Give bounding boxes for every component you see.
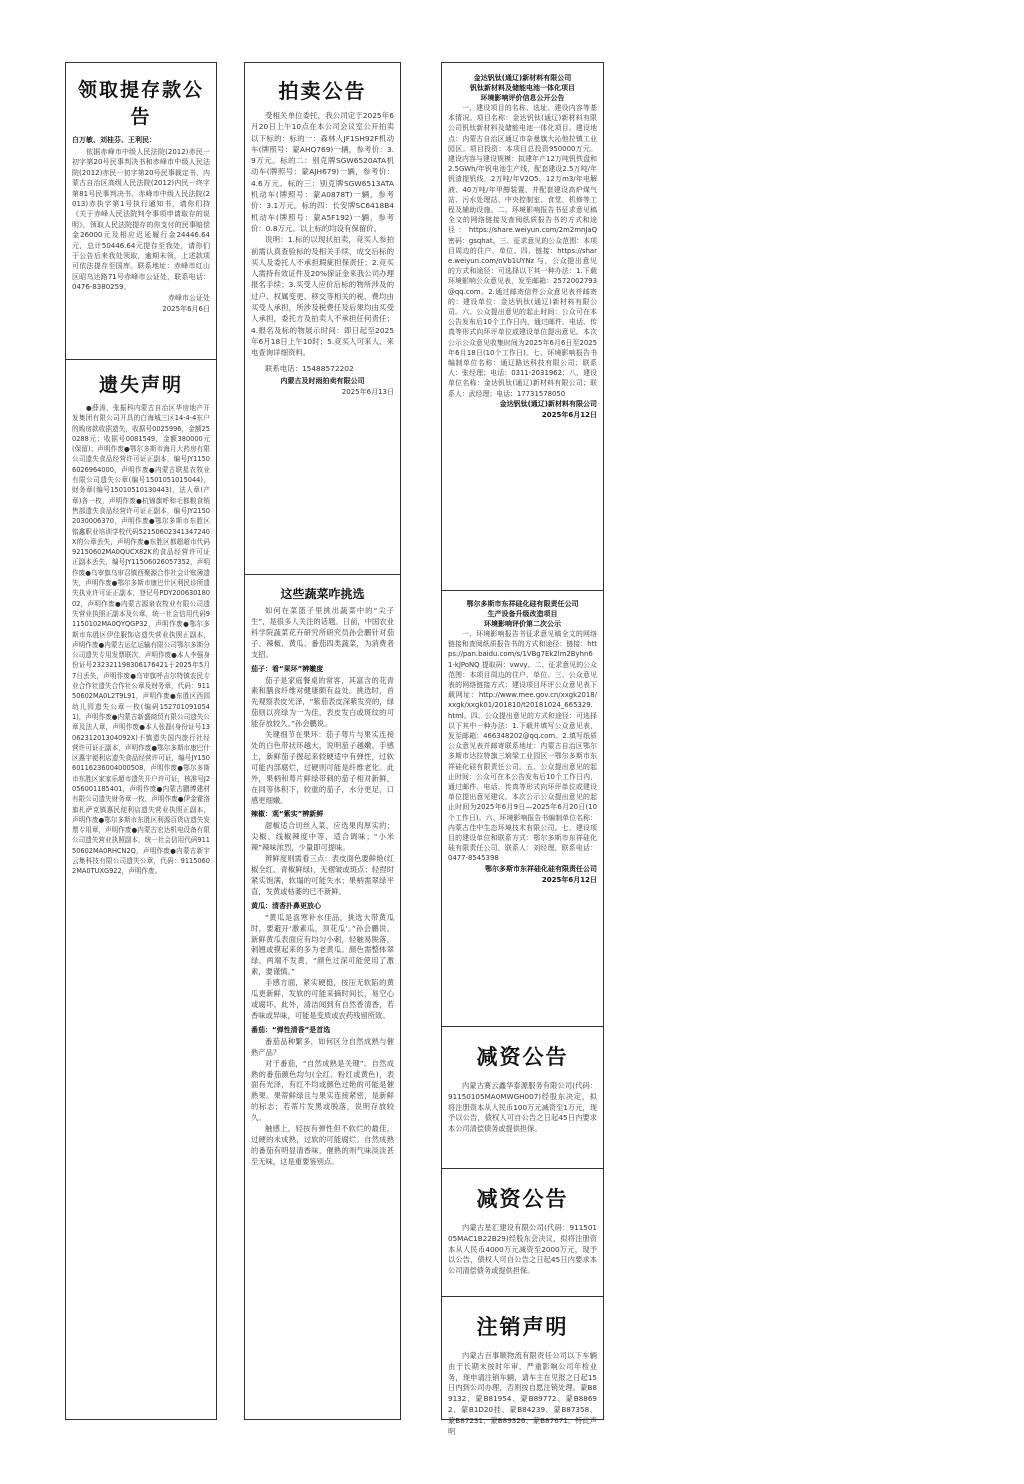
notice-title: 领取提存款公告 <box>77 79 204 128</box>
notice-auction <box>245 63 400 575</box>
notice-contact: 联系电话：15488572202 <box>265 363 354 373</box>
article-title: 这些蔬菜咋挑选 <box>280 587 365 601</box>
notice-signature <box>251 376 394 398</box>
section-body: 触感上，轻按有弹性但不软烂的最佳，过硬的未成熟，过软的可能腐烂。自然成熟的番茄有明显清香味，催熟的则气味淡淡甚至无味，这是重要鉴别点。 <box>251 1124 394 1166</box>
notice-lost-statement <box>66 360 216 1419</box>
sign-date: 2025年6月13日 <box>341 387 394 396</box>
notice-eia-jinda <box>442 63 603 591</box>
heading-line: 环境影响评价信息公开公告 <box>480 94 565 102</box>
heading-line: 钒钛新材料及储能电池一体化项目 <box>470 84 575 92</box>
notice-heading <box>448 73 597 103</box>
notice-body: 内蒙古百事顺物流有限责任公司以下车辆由于长期未按时年审，严重影响公司年检业务，现申请注销车辆，请车主在见报之日起15日内到公司办理，否则按自愿注销处理。蒙B89132、蒙B81954、蒙B89772、蒙B88692、蒙B1D20挂、蒙B84239、蒙B87358、蒙B87231、蒙B89326、蒙B87671。特此声明 <box>448 1351 597 1436</box>
section-body: 番茄品种繁多，如何区分自然成熟与催熟产品？ <box>251 1036 394 1057</box>
sign-org: 鄂尔多斯市东祥硅化硅有限责任公司 <box>485 864 597 873</box>
column-right <box>441 62 604 1436</box>
notice-eia-dongxiang <box>442 591 603 1027</box>
notice-addressee: 白万敏、刘桂芬、王利民： <box>72 136 156 144</box>
section-body: “黄瓜是喜寒补水佳品，挑选大带黄瓜时，要避开‘激素瓜，顶花瓜’。”孙会鹏说，新鲜黄瓜表面应有均匀小刺，轻触易脱落，刺翘或摸起来的多为老黄瓜。颜色需整体翠绿，两端不发黄，“颜色过深可能使用了激素，要谨慎。” <box>251 912 394 977</box>
notice-title: 注销声明 <box>476 1315 569 1339</box>
column-middle <box>244 62 401 1420</box>
section-heading-eggplant: 茄子：看“果环”辨嫩度 <box>251 664 324 673</box>
heading-line: 金达钒钛(通辽)新材料有限公司 <box>473 74 572 82</box>
notice-title: 拍卖公告 <box>278 79 367 103</box>
notice-body: 依据赤峰市中级人民法院(2012)赤民一初字第20号民事判决书和赤峰市中级人民法院(2012)赤民一初字第20号民事裁定书，内蒙古自治区高级人民法院(2012)内民一终字第81号民事判决书、赤峰市中级人民法院(2013)赤执字第1号执行通知书，请你们持《关于赤峰人民法院判令事项申请取存的说明》，领取人民法院提存的你支付的民事赔偿金26000元及相应迟延履行金24446.64元，总计50446.64元提存至我处，请你们于公告后来我处领取，逾期未领，上述款项可依法提存至国库。联系地址：赤峰市红山区昭乌达路71号赤峰市公证处，联系电话：0476-8380259。 <box>72 148 210 292</box>
section-body: 手感方面，紧实硬挺，按压无软陷的黄瓜更新鲜，发软的可能采摘时间长，易空心或腐坏。此外，清洁闻到有自然香清香，若香味或异味，可能是变质或农药残留所致。 <box>251 978 394 1020</box>
sign-date: 2025年6月12日 <box>541 875 597 884</box>
notice-body: 内蒙古赛云鑫华泰源服务有限公司(代码：91150105MA0MWGH007)经股东决定，拟将注册资本从人民币100万元减资至1万元，现予以公告，债权人可自公告之日起45日内要求本公司清偿债务或提供担保。 <box>448 1081 597 1134</box>
sign-org: 赤峰市公证处 <box>168 293 210 302</box>
section-heading-cucumber: 黄瓜：清香扑鼻更放心 <box>251 901 321 910</box>
notice-capital-reduction-1 <box>442 1027 603 1169</box>
sign-date: 2025年6月6日 <box>162 304 210 313</box>
notice-signature <box>72 293 210 315</box>
notice-body: ●薛涛，张振科内蒙古自治区华房地产开发集团有限公司开具的白海城三区14-4-4东户的购房款收据遗失，收据号0025996，金额250288元；收据号0081549，金额380000元(保留)；声明作废●鄂尔多斯市海月大药房有限公司遗失食品经营许可证正副本，编号JY11506026964000，声明作废●内蒙古联星农牧业有限公司遗失公章(编号1501051015044)，财务章(编号15010510130443)，法人章(产章)各一枚，声明作废●杭锦旗呼和毛都粮食销售部遗失食品经营许可证正副本，编号JY21502030006370，声明作废●鄂尔多斯市东胜区铭鑫职业培训学校代码52150602341347240X的公章丢失，声明作废●东胜区都超超市代码92150602MA0QUCX82K的食品经营许可证正副本丢失，编号JY11506026057352，声明作废●乌审旗乌审召镇西聚源合作社会计账簿遗失，声明作废●鄂尔多斯市康巴什区利民诊所遗失执业许可证正副本，登记号PDY20063018002，声明作废●内蒙古源泉农牧业有限公司遗失营业执照正副本及公章，统一社会信用代码91150102MA0QYQGP32，声明作废●鄂尔多斯市东胜区伊佳服饰店遗失营业执照正副本，声明作废●内蒙古运亿运输有限公司鄂尔多斯分公司遗失专用发票联次，声明作废●本人李强身份证号232321198306176421于2025年5月7日丢失，声明作废●乌审旗呼吉尔特镇农民专业合作社遗失合作社公章及财务章，代码：91150602MA0L2T9L91，声明作废●东胜区西园幼儿园遗失公章一枚(编码1527010910541)，声明作废●内蒙古新盛商贸有限公司遗失公章及法人章，声明作废●本人张磊(身份证号1306231201304092X)不慎遗失国内旅行社经营许可证正副本，声明作废●鄂尔多斯市康巴什区惠宇便利店遗失食品经营许可证，编号JY15060116236004000508，声明作废●鄂尔多斯市东胜区家家乐超市遗失开户许可证，核准号J2056001185401，声明作废●内蒙古鹏博建材有限公司遗失财务章一枚，声明作废●伊金霍洛旗札萨克镇惠民便利店遗失营业执照正副本，声明作废●鄂尔多斯市东胜区利源百货店遗失发票专用章，声明作废●内蒙古宏达机电设备有限公司遗失营业执照副本，统一社会信用代码91150602MA0RHCN2Q，声明作废●内蒙古新宇云集科技有限公司遗失公章，代码：91150602MA0TUXG922，声明作废。 <box>72 404 211 876</box>
sign-org: 内蒙古及时雨拍卖有限公司 <box>280 376 365 385</box>
section-body: 辨鲜度则需看三点：表皮面色要鲜艳(红椒全红、青椒鲜绿)，无褶皱或斑点；轻捏时紧实饱满，软塌的可能失水；果柄需翠绿平直，发黄或枯萎的已不新鲜。 <box>251 854 394 896</box>
section-heading-tomato: 番茄：“弹性清香”是首选 <box>251 1025 331 1034</box>
notice-heading <box>448 599 597 629</box>
notice-capital-reduction-2 <box>442 1169 603 1297</box>
section-heading-pepper: 辣椒：观“紫实”辨新鲜 <box>251 810 324 819</box>
article-vegetables <box>245 575 400 1419</box>
notice-cancellation <box>442 1297 603 1436</box>
heading-line: 鄂尔多斯市东祥硅化硅有限责任公司 <box>466 600 579 608</box>
notice-signature <box>448 864 597 886</box>
notice-title: 减资公告 <box>476 1187 569 1211</box>
heading-line: 生产设备升级改造项目 <box>487 610 558 618</box>
section-body: 甜椒适合切丝入菜，应选果肉厚实的；尖椒、线椒辣度中等，适合调味；“小米辣”辣味浓烈，少量即可提味。 <box>251 821 394 853</box>
article-intro: 如何在菜篮子里挑出蔬菜中的“尖子生”，是很多人关注的话题。日前，中国农业科学院蔬菜花卉研究所研究员孙会鹏针对茄子、辣椒、黄瓜、番茄四类蔬菜，为消费者支招。 <box>251 606 394 659</box>
column-left <box>65 62 217 1420</box>
notice-body: 一、环境影响报告书征求意见稿全文的网络链接和查阅纸质报告书的方式和途径：链接：https://pan.baidu.com/s/1VBg7Ek2lm2Byhn61-kJPoNQ 提取码：vwvy。二、征求意见的公众范围：本项目周边的住户、单位。三、公众意见表的网络链接方式：建设项目环评公众意见表下载网址：http://www.mee.gov.cn/xxgk2018/xxgk/xxgk01/201810/t20181024_665329.html。四、公众提出意见的方式和途径：可选择以下其中一种办法：1.下载并填写公众意见表，发至邮箱：466348202@qq.com。2.填写纸质公众意见表并邮寄联系地址：内蒙古自治区鄂尔多斯市达拉特旗三垧梁工业园区一鄂尔多斯市东祥硅化硅有限责任公司。五、公众提出意见的起止时间：公众可在本公告发布后10个工作日内，通过邮件、电话、传真等形式向环评单位或建设单位提出意见建议。本次公示公众提出意见的起止时间为2025年6月9日—2025年6月20日(10个工作日)。六、环境影响报告书编制单位名称：内蒙古佳中生态环境技术有限公司。七、建设项目的建设单位和联系方式：鄂尔多斯市东祥硅化硅有限责任公司，联系人：刘经理，联系电话：0477-8545398 <box>448 630 597 863</box>
notice-title: 减资公告 <box>476 1045 569 1069</box>
section-body: 对于番茄，“自然成熟是关键”。自然成熟的番茄颜色均匀(全红、粉红或黄色)，表面有光泽，有红不均或颜色过艳的可能是催熟果。果蒂鲜绿且与果实连接紧密，是新鲜的标志；若蒂片发黑或脱落，说明存放较久。 <box>251 1058 394 1123</box>
notice-title: 遗失声明 <box>98 374 183 396</box>
notice-deposit-claim <box>66 63 216 360</box>
sign-org: 金达钒钛(通辽)新材料有限公司 <box>499 399 597 408</box>
section-body: 茄子是家庭餐桌的常客，其富含的花青素和膳食纤维对健康颇有益处。挑选时，首先观察表皮光泽，“紫茄表皮深紫发亮的，绿茄则以亮绿为一为佳，表皮发白或斑纹的可能存放较久。”孙会鹏说。 <box>251 675 394 729</box>
section-body: 关键细节在果环：茄子萼片与果实连接处的白色带状环越大，说明茄子越嫩。手感上，新鲜茄子握起来较硬适中有弹性，过软可能内部腐烂，过硬则可能是纤维老化。此外，果柄和萼片鲜绿带刺的茄子相对新鲜，在同等体积下，较重的茄子，水分更足，口感更细嫩。 <box>251 730 394 805</box>
notice-body-1: 受相关单位委托，我公司定于2025年6月20日上午10点在本公司会议室公开拍卖以下标的：标的一：森林人JF1SH92F机动车(牌照号：蒙AHQ769)一辆，参考价：3.9万元。标的二：别克牌SGW6520ATA机动车(牌照号：蒙AJH679)一辆，参考价：4.6万元。标的三：别克牌SGW6513ATA机动车(牌照号：蒙A0878T)一辆，参考价：3.1万元。标的四：长安牌SC6418B4机动车(牌照号：蒙A5F192)一辆，参考价：0.8万元。以上标的均设有保留价。 <box>251 111 394 233</box>
notice-body: 一、建设项目的名称、选址、建设内容等基本情况。项目名称：金达钒钛(通辽)新材料有限公司钒钛新材料及储能电池一体化项目。建设地点：内蒙古自治区通辽市奈曼旗大沁他拉镇工业园区。项目投资：本项目总投资950000万元。建设内容与建设规模：拟建年产12万吨钒铁盘和2.5GWh/年钒电池生产线，配套建设2.5万吨/年钒渣提钒线，2万吨/年V2O5、12万m3/年电解液、40万吨/年甲醇装置，并配套建设高炉煤气站、污水处理站、中央控制室、食堂、机修等工程及辅助设施。二、环境影响报告书征求意见稿全文的网络链接及查阅纸质报告书的方式和途径：https://share.weiyun.com/2m2mnJaQ 密码：gsqhat。三、征求意见的公众范围：本项目周边的住户、单位。四、链接：https://share.weiyun.com/nVb1UYNz 与，公众提出意见的方式和途径：可选择以下其一种办法：1.下载环境影响公众意见表，发至邮箱：2572002793@qq.com。2.通过邮寄信件公众意见表并邮寄的：建设单位：金达钒钛(通辽)新材料有限公司。六、公众提出意见的起止时间：公众可在本公告发布后10个工作日内，通过邮件、电话、传真等形式向环评单位或建设单位提出意见。本次公示公众意见收集时间为2025年6月6日至2025年6月18日(10个工作日)。七、环境影响报告书编制单位名称：通辽路达科技有限公司；联系人：张经理；电话：0311-2031962；八、建设单位名称：金达钒钛(通辽)新材料有限公司；联系人：武经理；电话：17731578050 <box>448 104 597 398</box>
notice-body-2: 说明：1.标的以现状拍卖，竞买人参拍前需认真查验标的及相关手续，成交后标的买人及委托人不承担瑕疵担保责任；2.竞买人需持有效证件及20%保证金来我公司办理报名手续；3.买受人应价后标的物所涉及的过户、权属变更、移交等相关的税、费均由买受人承担，所涉及税费任及后果均由买受人承担，委托方及拍卖人不承担任何责任；4.报名及标的物展示时间：即日起至2025年6月18日上午10时；5.竞买人可来人、来电查询详细资料。 <box>251 235 394 358</box>
heading-line: 环境影响评价第二次公示 <box>484 620 561 628</box>
notice-body: 内蒙古星汇建设有限公司(代码：91150105MAC1B22B29)经股东会决议，拟将注册资本从人民币4000万元减资至2000万元，现予以公告，债权人可自公告之日起45日内要求本公司清偿债务或提供担保。 <box>448 1223 597 1276</box>
notice-signature <box>448 399 597 421</box>
sign-date: 2025年6月12日 <box>541 410 597 419</box>
